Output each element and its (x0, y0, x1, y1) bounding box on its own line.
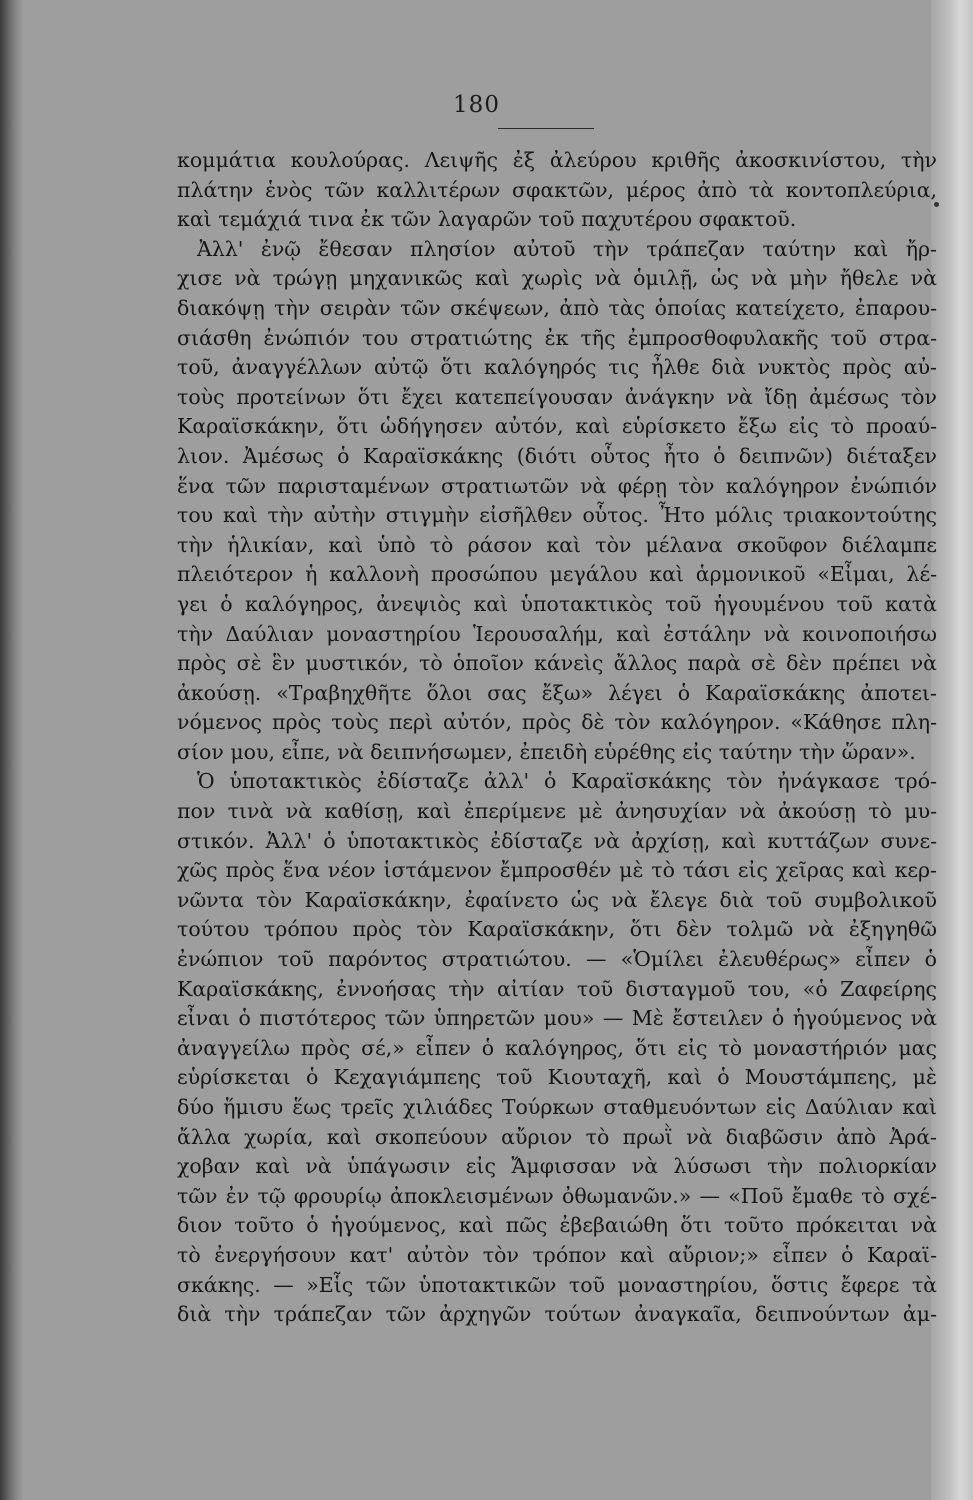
text-line: γει ὁ καλόγηρος, ἀνεψιὸς καὶ ὑποτακτικὸς τοῦ ἡγουμένου τοῦ κατὰ (177, 591, 937, 616)
text-line: σκάκης. — »Εἷς τῶν ὑποτακτικῶν τοῦ μοναστηρίου, ὅστις ἔφερε τὰ (177, 1272, 937, 1297)
text-line: κομμάτια κουλούρας. Λειψῆς ἐξ ἀλεύρου κριθῆς ἀκοσκινίστου, τὴν (177, 148, 937, 172)
text-line: νόμενος πρὸς τοὺς περὶ αὐτόν, πρὸς δὲ τὸν καλόγηρον. «Κάθησε πλη- (177, 710, 937, 735)
text-line: σιάσθη ἐνώπιόν του στρατιώτης ἐκ τῆς ἐμπροσθοφυλακῆς τοῦ στρα- (177, 325, 937, 350)
text-line: Καραϊσκάκης, ἐννοήσας τὴν αἰτίαν τοῦ δισταγμοῦ του, «ὁ Ζαφείρης (177, 976, 937, 1001)
text-line: δύο ἥμισυ ἕως τρεῖς χιλιάδες Τούρκων σταθμευόντων εἰς Δαύλιαν καὶ (177, 1095, 937, 1119)
text-line: πρὸς σὲ ἓν μυστικόν, τὸ ὁποῖον κάνεὶς ἄλλος παρὰ σὲ δὲν πρέπει νὰ (177, 651, 937, 676)
text-line: χοβαν καὶ νὰ ὑπάγωσιν εἰς Ἄμφισσαν νὰ λύσωσι τὴν πολιορκίαν (177, 1154, 937, 1179)
text-line: Καραϊσκάκην, ὅτι ὡδήγησεν αὐτόν, καὶ εὑρίσκετο ἔξω εἰς τὸ προαύ- (177, 414, 937, 439)
text-line: ἐνώπιον τοῦ παρόντος στρατιώτου. — «Ὁμίλει ἐλευθέρως» εἶπεν ὁ (177, 947, 937, 972)
text-line: διακόψῃ τὴν σειρὰν τῶν σκέψεων, ἀπὸ τὰς ὁποίας κατείχετο, ἐπαρου- (177, 295, 937, 320)
text-line: διὰ τὴν τράπεζαν τῶν ἀρχηγῶν τούτων ἀναγκαῖα, δειπνούντων ἀμ- (177, 1302, 937, 1327)
text-line: πλάτην ἑνὸς τῶν καλλιτέρων σφακτῶν, μέρος ἀπὸ τὰ κοντοπλεύρια, (177, 177, 937, 202)
text-line: τὴν ἡλικίαν, καὶ ὑπὸ τὸ ράσον καὶ τὸν μέλανα σκοῦφον διέλαμπε (177, 532, 937, 557)
text-line: Ἀλλ' ἐνῷ ἔθεσαν πλησίον αὐτοῦ τὴν τράπεζαν ταύτην καὶ ἤρ- (197, 236, 937, 261)
text-line: τούτου τρόπου πρὸς τὸν Καραϊσκάκην, ὅτι δὲν τολμῶ νὰ ἐξηγηθῶ (177, 917, 937, 942)
text-line: του καὶ τὴν αὐτὴν στιγμὴν εἰσῆλθεν οὗτος. Ἦτο μόλις τριακοντούτης (177, 503, 937, 528)
page-number-rule (498, 128, 594, 129)
text-line: τὸ ἐνεργήσουν κατ' αὐτὸν τὸν τρόπον καὶ αὔριον;» εἶπεν ὁ Καραϊ- (177, 1242, 937, 1267)
text-line: στικόν. Ἀλλ' ὁ ὑποτακτικὸς ἐδίσταζε νὰ ἀρχίσῃ, καὶ κυττάζων συνε- (177, 828, 937, 853)
text-line: εὑρίσκεται ὁ Κεχαγιάμπεης τοῦ Κιουταχῆ, καὶ ὁ Μουστάμπεης, μὲ (177, 1065, 937, 1090)
text-line: πλειότερον ἡ καλλονὴ προσώπου μεγάλου καὶ ἁρμονικοῦ «Εἶμαι, λέ- (177, 562, 937, 587)
text-line: ἀκούσῃ. «Τραβηχθῆτε ὅλοι σας ἔξω» λέγει ὁ Καραϊσκάκης ἀποτει- (177, 680, 937, 705)
text-line: τοὺς προτείνων ὅτι ἔχει κατεπείγουσαν ἀνάγκην νὰ ἴδῃ ἀμέσως τὸν (177, 384, 937, 409)
text-line: ἄλλα χωρία, καὶ σκοπεύουν αὔριον τὸ πρωῒ νὰ διαβῶσιν ἀπὸ Ἀρά- (177, 1124, 937, 1149)
text-line: τοῦ, ἀναγγέλλων αὐτῷ ὅτι καλόγηρός τις ἦλθε διὰ νυκτὸς πρὸς αὐ- (177, 355, 937, 380)
text-line: ἕνα τῶν παρισταμένων στρατιωτῶν νὰ φέρῃ τὸν καλόγηρον ἐνώπιόν (177, 473, 937, 498)
text-line: χισε νὰ τρώγῃ μηχανικῶς καὶ χωρὶς νὰ ὁμιλῇ, ὡς νὰ μὴν ἤθελε νὰ (177, 266, 937, 291)
page-number: 180 (453, 92, 500, 118)
text-line: σίον μου, εἶπε, νὰ δειπνήσωμεν, ἐπειδὴ εὑρέθης εἰς ταύτην τὴν ὥραν». (177, 739, 916, 764)
text-line: διον τοῦτο ὁ ἡγούμενος, καὶ πῶς ἐβεβαιώθη ὅτι τοῦτο πρόκειται νὰ (177, 1213, 937, 1238)
margin-mark (934, 202, 939, 207)
text-line: χῶς πρὸς ἕνα νέον ἱστάμενον ἔμπροσθέν μὲ τὸ τάσι εἰς χεῖρας καὶ κερ- (177, 858, 937, 883)
text-line: πον τινὰ νὰ καθίσῃ, καὶ ἐπερίμενε μὲ ἀνησυχίαν νὰ ἀκούσῃ τὸ μυ- (177, 799, 937, 824)
scan-right-edge (931, 0, 973, 1500)
text-line: ἀναγγείλω πρὸς σέ,» εἶπεν ὁ καλόγηρος, ὅτι εἰς τὸ μοναστήριόν μας (177, 1035, 937, 1060)
text-line: τὴν Δαύλιαν μοναστηρίου Ἱερουσαλήμ, καὶ ἐστάλην νὰ κοινοποιήσω (177, 621, 937, 646)
text-line: Ὁ ὑποτακτικὸς ἐδίσταζε ἀλλ' ὁ Καραϊσκάκης τὸν ἠνάγκασε τρό- (197, 769, 937, 794)
text-line: τῶν ἐν τῷ φρουρίῳ ἀποκλεισμένων ὀθωμανῶν.» — «Ποῦ ἔμαθε τὸ σχέ- (177, 1183, 937, 1208)
text-line: καὶ τεμάχιά τινα ἐκ τῶν λαγαρῶν τοῦ παχυτέρου σφακτοῦ. (177, 207, 797, 232)
body-text (177, 146, 937, 1330)
text-line: εἶναι ὁ πιστότερος τῶν ὑπηρετῶν μου» — Μὲ ἔστειλεν ὁ ἡγούμενος νὰ (177, 1006, 937, 1031)
text-line: νῶντα τὸν Καραϊσκάκην, ἐφαίνετο ὡς νὰ ἔλεγε διὰ τοῦ συμβολικοῦ (177, 887, 937, 912)
scan-left-edge (0, 0, 22, 1500)
text-line: λιον. Ἀμέσως ὁ Καραϊσκάκης (διότι οὗτος ἦτο ὁ δειπνῶν) διέταξεν (177, 443, 937, 468)
book-page (22, 0, 937, 1500)
